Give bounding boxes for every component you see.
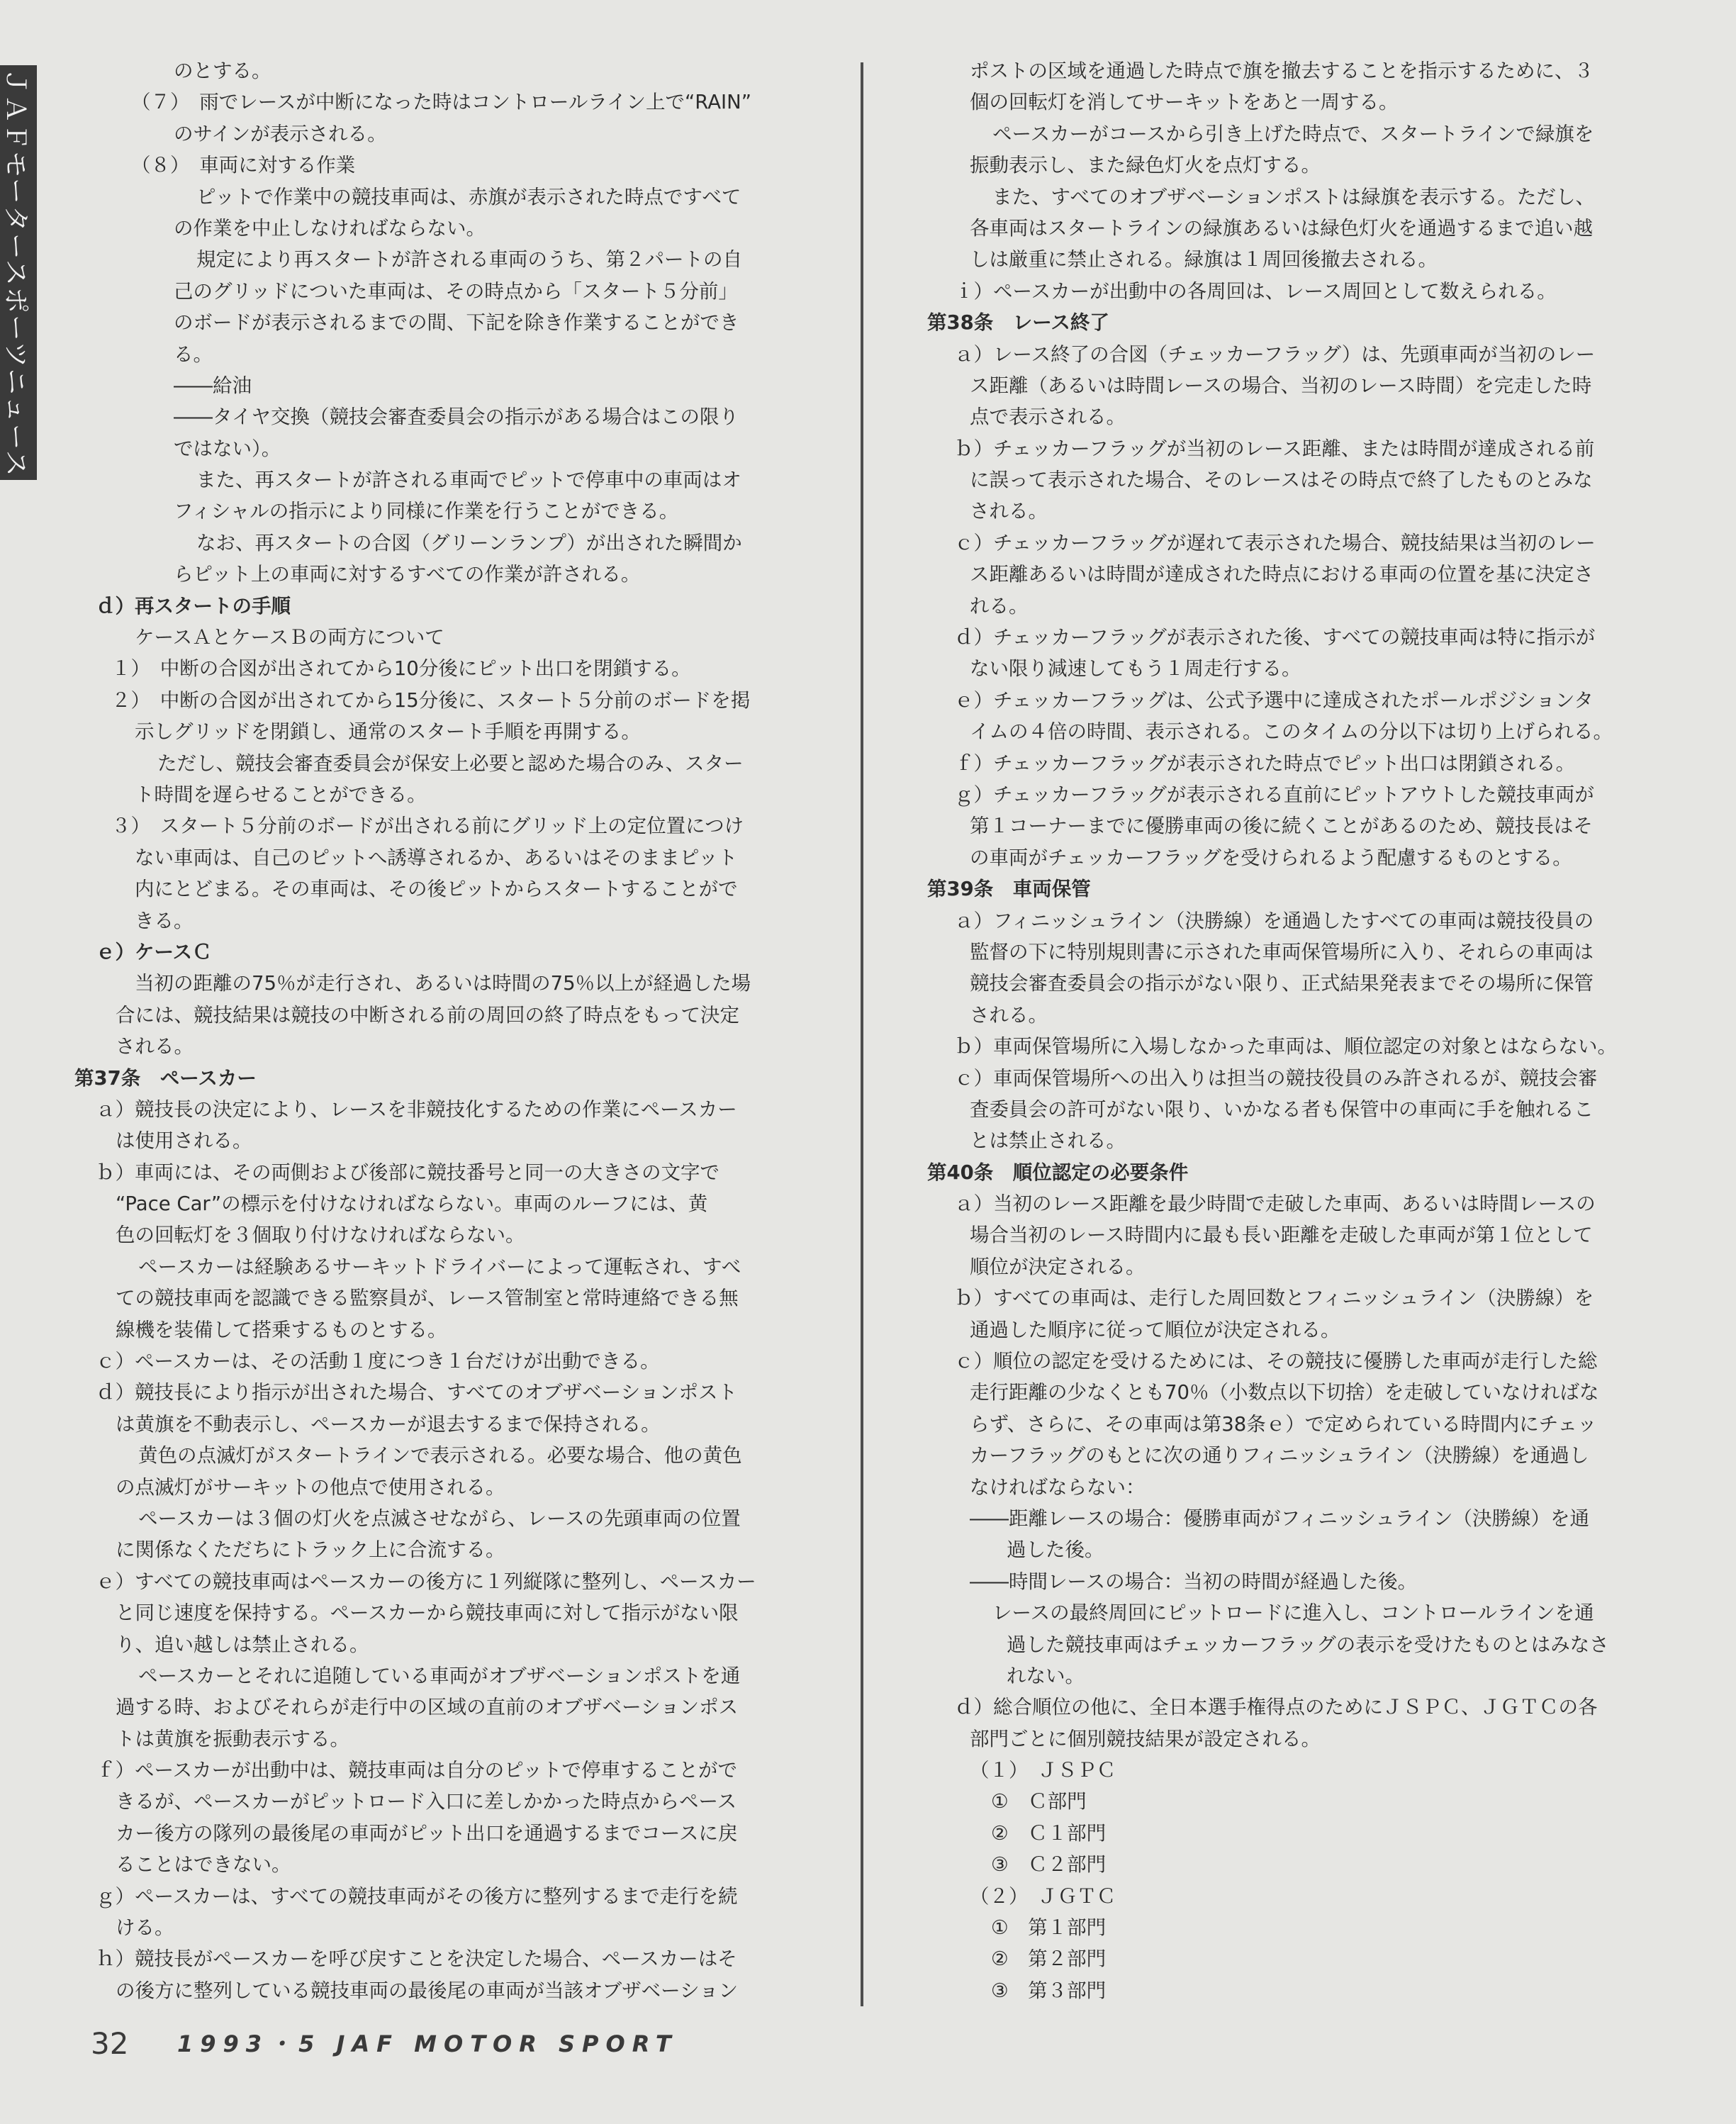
text-line: ることはできない。 [116, 1853, 291, 1877]
text-line: 当初の距離の75％が走行され、あるいは時間の75％以上が経過した場 [135, 972, 751, 995]
text-line: ② Ｃ１部門 [991, 1821, 1107, 1845]
text-line: 振動表示し、また緑色灯火を点灯する。 [970, 154, 1321, 177]
text-line: ない車両は、自己のピットへ誘導されるか、あるいはそのままピット [135, 846, 738, 869]
text-line: ス距離あるいは時間が達成された時点における車両の位置を基に決定さ [970, 563, 1594, 586]
text-line: ｂ）車両保管場所に入場しなかった車両は、順位認定の対象とはならない。 [954, 1035, 1617, 1058]
text-line: の点滅灯がサーキットの他点で使用される。 [116, 1475, 505, 1499]
text-line: のとする。 [174, 60, 271, 82]
text-line: カーフラッグのもとに次の通りフィニッシュライン（決勝線）を通過し [970, 1444, 1589, 1468]
text-line: フィシャルの指示により同様に作業を行うことができる。 [174, 500, 679, 523]
text-line: ケースＡとケースＢの両方について [135, 626, 444, 649]
text-line: ペースカーとそれに追随している車両がオブザベーションポストを通 [138, 1664, 741, 1687]
text-line: る。 [174, 342, 213, 366]
text-line: ａ）競技長の決定により、レースを非競技化するための作業にペースカー [96, 1097, 737, 1121]
text-line: 線機を装備して搭乗するものとする。 [116, 1318, 447, 1341]
text-line: ｃ）ペースカーは、その活動１度につき１台だけが出動できる。 [96, 1350, 660, 1373]
text-line: ｇ）チェッカーフラッグが表示される直前にピットアウトした競技車両が [954, 783, 1594, 806]
text-line: ｆ）チェッカーフラッグが表示された時点でピット出口は閉鎖される。 [954, 751, 1576, 775]
text-line: ａ）レース終了の合図（チェッカーフラッグ）は、先頭車両が当初のレー [954, 342, 1596, 366]
text-line: のボードが表示されるまでの間、下記を除き作業することができ [174, 311, 739, 335]
text-line: ――給油 [174, 374, 252, 397]
text-line: ト時間を遅らせることができる。 [135, 783, 427, 806]
text-line: カー後方の隊列の最後尾の車両がピット出口を通過するまでコースに戻 [116, 1821, 738, 1845]
text-line: （２） ＪＧＴＣ [970, 1884, 1116, 1908]
text-line: される。 [970, 1003, 1048, 1027]
text-line: また、再スタートが許される車両でピットで停車中の車両はオ [196, 469, 741, 492]
text-line: される。 [970, 500, 1048, 523]
text-line: ａ）当初のレース距離を最少時間で走破した車両、あるいは時間レースの [954, 1192, 1596, 1216]
text-line: なければならない： [970, 1475, 1146, 1499]
text-line: は黄旗を不動表示し、ペースカーが退去するまで保持される。 [116, 1412, 661, 1436]
text-line: ２） 中断の合図が出されてから15分後に、スタート５分前のボードを掲 [111, 688, 751, 712]
text-line: 個の回転灯を消してサーキットをあと一周する。 [970, 91, 1399, 114]
text-line: ペースカーは３個の灯火を点滅させながら、レースの先頭車両の位置 [138, 1507, 741, 1530]
text-line: に誤って表示された場合、そのレースはその時点で終了したものとみな [970, 469, 1593, 492]
text-line: ポストの区域を通過した時点で旗を撤去することを指示するために、３ [970, 60, 1594, 82]
section-heading: ｅ）ケースＣ [96, 940, 212, 963]
text-line: される。 [116, 1035, 194, 1058]
text-line: れる。 [970, 594, 1029, 617]
section-heading: 第37条 ペースカー [74, 1066, 257, 1090]
text-line: イムの４倍の時間、表示される。このタイムの分以下は切り上げられる。 [970, 720, 1613, 744]
text-line: ｂ）チェッカーフラッグが当初のレース距離、または時間が達成される前 [954, 437, 1595, 460]
text-line: 合には、競技結果は競技の中断される前の周回の終了時点をもって決定 [116, 1003, 739, 1027]
text-line: 黄色の点滅灯がスタートラインで表示される。必要な場合、他の黄色 [138, 1444, 742, 1468]
section-side-tab [0, 65, 37, 480]
text-line: （８） 車両に対する作業 [131, 154, 356, 177]
text-line: ｄ）総合順位の他に、全日本選手権得点のためにＪＳＰＣ、ＪＧＴＣの各 [954, 1696, 1598, 1719]
text-line: ② 第２部門 [991, 1947, 1107, 1971]
text-line: 色の回転灯を３個取り付けなければならない。 [116, 1224, 525, 1247]
text-line: らず、さらに、その車両は第38条ｅ）で定められている時間内にチェッ [970, 1412, 1597, 1436]
text-line: ペースカーは経験あるサーキットドライバーによって運転され、すべ [138, 1255, 741, 1278]
text-line: らピット上の車両に対するすべての作業が許される。 [174, 563, 641, 586]
text-line: ３） スタート５分前のボードが出される前にグリッド上の定位置につけ [111, 815, 744, 838]
text-line: “Pace Car”の標示を付けなければならない。車両のルーフには、黄 [116, 1192, 708, 1216]
text-line: ではない）。 [174, 437, 281, 460]
text-line: 過した競技車両はチェッカーフラッグの表示を受けたものとはみなさ [1007, 1633, 1609, 1656]
text-line: ａ）フィニッシュライン（決勝線）を通過したすべての車両は競技役員の [954, 909, 1594, 932]
text-line: ける。 [116, 1916, 174, 1940]
text-line: ｄ）チェッカーフラッグが表示された後、すべての競技車両は特に指示が [954, 626, 1596, 649]
text-line: は使用される。 [116, 1129, 252, 1153]
text-line: しは厳重に禁止される。緑旗は１周回後撤去される。 [970, 248, 1438, 272]
text-line: ――距離レースの場合：優勝車両がフィニッシュライン（決勝線）を通 [970, 1507, 1589, 1530]
text-line: り、追い越しは禁止される。 [116, 1633, 369, 1656]
text-line: の作業を中止しなければならない。 [174, 216, 486, 240]
text-line: きるが、ペースカーがピットロード入口に差しかかった時点からペース [116, 1790, 737, 1813]
text-line: ① 第１部門 [991, 1916, 1107, 1940]
text-line: ス距離（あるいは時間レースの場合、当初のレース時間）を完走した時 [970, 374, 1592, 397]
text-line: の後方に整列している競技車両の最後尾の車両が当該オブザベーション [116, 1979, 739, 2002]
right-text-column [927, 55, 1647, 2006]
text-line: 点で表示される。 [970, 406, 1126, 429]
text-line: と同じ速度を保持する。ペースカーから競技車両に対して指示がない限 [116, 1602, 739, 1625]
text-line: ｃ）チェッカーフラッグが遅れて表示された場合、競技結果は当初のレー [954, 531, 1596, 554]
text-line: なお、再スタートの合図（グリーンランプ）が出された瞬間か [196, 531, 742, 554]
text-line: ① Ｃ部門 [991, 1790, 1087, 1813]
text-line: 示しグリッドを閉鎖し、通常のスタート手順を再開する。 [135, 720, 641, 744]
section-heading: 第40条 順位認定の必要条件 [927, 1161, 1189, 1184]
section-heading: 第38条 レース終了 [927, 311, 1109, 335]
text-line: 己のグリッドについた車両は、その時点から「スタート５分前」 [174, 279, 738, 303]
text-line: （７） 雨でレースが中断になった時はコントロールライン上で“RAIN” [131, 91, 751, 114]
text-line: １） 中断の合図が出されてから10分後にピット出口を閉鎖する。 [111, 657, 691, 681]
text-line: れない。 [1007, 1664, 1085, 1687]
text-line: 通過した順序に従って順位が決定される。 [970, 1318, 1340, 1341]
text-line: レースの最終周回にピットロードに進入し、コントロールラインを通 [992, 1602, 1594, 1625]
text-line: ｉ）ペースカーが出動中の各周回は、レース周回として数えられる。 [954, 279, 1557, 303]
text-line: ――時間レースの場合：当初の時間が経過した後。 [970, 1570, 1418, 1593]
text-line: 過した後。 [1007, 1538, 1104, 1562]
left-text-column [74, 55, 794, 2006]
text-line: ｈ）競技長がペースカーを呼び戻すことを決定した場合、ペースカーはそ [96, 1947, 737, 1971]
text-line: ――タイヤ交換（競技会審査委員会の指示がある場合はこの限り [174, 406, 739, 429]
text-line: また、すべてのオブザベーションポストは緑旗を表示する。ただし、 [992, 185, 1596, 208]
page-number: 32 [91, 2026, 129, 2061]
column-divider [861, 62, 863, 2006]
text-line: ｆ）ペースカーが出動中は、競技車両は自分のピットで停車することがで [96, 1759, 738, 1782]
text-line: （１） ＪＳＰＣ [970, 1759, 1116, 1782]
text-line: ③ 第３部門 [991, 1979, 1107, 2002]
text-line: 場合当初のレース時間内に最も長い距離を走破した車両が第１位として [970, 1224, 1593, 1247]
text-line: 規定により再スタートが許される車両のうち、第２パートの自 [196, 248, 742, 272]
side-tab-label: ＪＡＦモータースポーツニュース [1, 67, 31, 478]
text-line: 競技会審査委員会の指示がない限り、正式結果発表までその場所に保管 [970, 972, 1594, 995]
text-line: に関係なくただちにトラック上に合流する。 [116, 1538, 505, 1562]
text-line: 各車両はスタートラインの緑旗あるいは緑色灯火を通過するまで追い越 [970, 216, 1594, 240]
text-line: 内にとどまる。その車両は、その後ピットからスタートすることがで [135, 878, 738, 901]
text-line: とは禁止される。 [970, 1129, 1126, 1153]
publication-title: 1993・5 JAF MOTOR SPORT [177, 2030, 678, 2057]
text-line: きる。 [135, 909, 194, 932]
text-line: トは黄旗を振動表示する。 [116, 1727, 349, 1750]
text-line: ペースカーがコースから引き上げた時点で、スタートラインで緑旗を [992, 122, 1594, 145]
text-line: ｄ）競技長により指示が出された場合、すべてのオブザベーションポスト [96, 1381, 738, 1404]
text-line: 順位が決定される。 [970, 1255, 1146, 1278]
text-line: 査委員会の許可がない限り、いかなる者も保管中の車両に手を触れるこ [970, 1097, 1594, 1121]
text-line: の車両がチェッカーフラッグを受けられるよう配慮するものとする。 [970, 846, 1572, 869]
text-line: ｂ）車両には、その両側および後部に競技番号と同一の大きさの文字で [96, 1161, 719, 1184]
section-heading: ｄ）再スタートの手順 [96, 594, 291, 617]
text-line: ただし、競技会審査委員会が保安上必要と認めた場合のみ、スター [157, 751, 744, 775]
text-line: ピットで作業中の競技車両は、赤旗が表示された時点ですべて [196, 185, 741, 208]
text-line: ③ Ｃ２部門 [991, 1853, 1107, 1877]
section-heading: 第39条 車両保管 [927, 878, 1091, 901]
text-line: ｅ）チェッカーフラッグは、公式予選中に達成されたポールポジションタ [954, 688, 1594, 712]
text-line: のサインが表示される。 [174, 122, 387, 145]
text-line: 部門ごとに個別競技結果が設定される。 [970, 1727, 1321, 1750]
text-line: ｃ）順位の認定を受けるためには、その競技に優勝した車両が走行した総 [954, 1350, 1598, 1373]
text-line: ｂ）すべての車両は、走行した周回数とフィニッシュライン（決勝線）を [954, 1287, 1594, 1310]
text-line: 第１コーナーまでに優勝車両の後に続くことがあるのため、競技長はそ [970, 815, 1593, 838]
text-line: ｇ）ペースカーは、すべての競技車両がその後方に整列するまで走行を続 [96, 1884, 738, 1908]
text-line: ない限り減速してもう１周走行する。 [970, 657, 1301, 681]
text-line: ｃ）車両保管場所への出入りは担当の競技役員のみ許されるが、競技会審 [954, 1066, 1598, 1090]
text-line: ｅ）すべての競技車両はペースカーの後方に１列縦隊に整列し、ペースカー [96, 1570, 756, 1593]
text-line: 監督の下に特別規則書に示された車両保管場所に入り、それらの車両は [970, 940, 1594, 963]
text-line: 過する時、およびそれらが走行中の区域の直前のオブザベーションポス [116, 1696, 739, 1719]
text-line: ての競技車両を認識できる監察員が、レース管制室と常時連絡できる無 [116, 1287, 739, 1310]
text-line: 走行距離の少なくとも70％（小数点以下切捨）を走破していなければな [970, 1381, 1599, 1404]
